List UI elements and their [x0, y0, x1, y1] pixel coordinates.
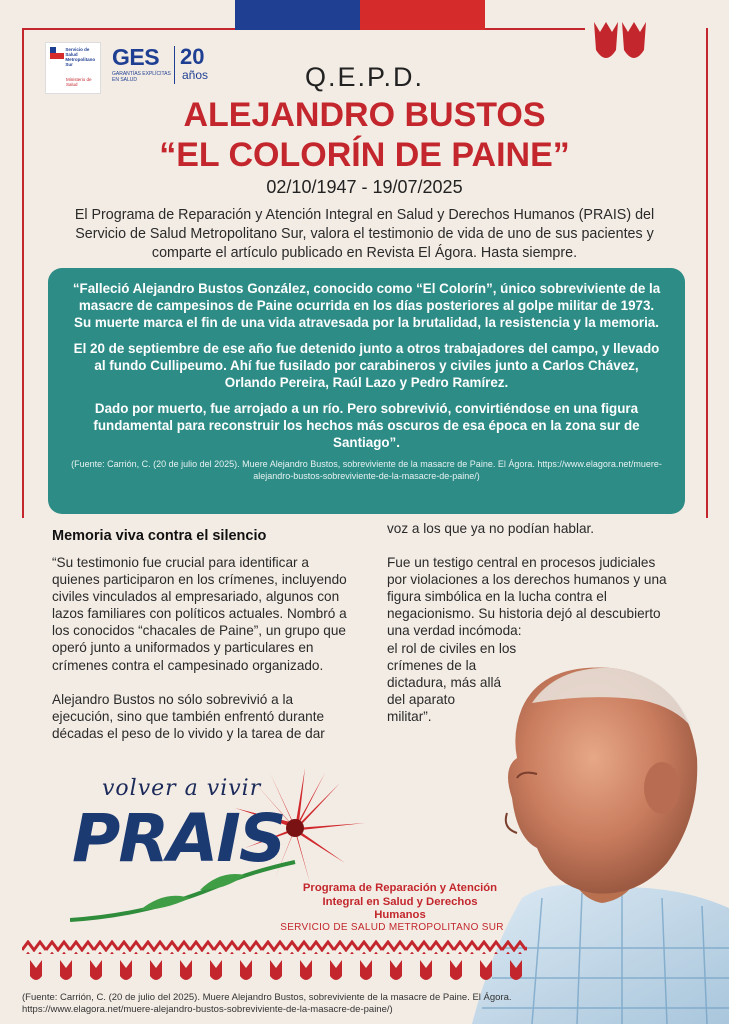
chile-flag-icon	[50, 47, 63, 59]
decorative-pattern	[22, 940, 527, 988]
qepd-heading: Q.E.P.D.	[304, 62, 425, 92]
quote-box	[48, 268, 685, 514]
article-left-column	[52, 528, 357, 759]
life-dates: 02/10/1947 - 19/07/2025	[266, 177, 463, 197]
ges-anos: años	[182, 68, 209, 82]
article-left-paragraph-2: Alejandro Bustos no sólo sobrevivió a la ejecución, sino que también enfrentó durante décadas el peso de lo vivido y la tarea de dar	[52, 691, 325, 741]
ministerio-line: Salud	[65, 52, 78, 57]
article-left-paragraph-1: “Su testimonio fue crucial para identificar a quienes participaron en los crímenes, incluyendo civiles vinculados al empresariado, algunos con lazos familiares con políticos actuales. Nombró a los conocidos “chacales de Paine”, un grupo que operó junto a uniformados y particulares en crímenes contra el campesinado organizado.	[52, 555, 347, 673]
article-line: crímenes de la	[387, 657, 477, 673]
flag-bar-red	[360, 0, 485, 30]
quote-paragraph-1: “Falleció Alejandro Bustos González, conocido como “El Colorín”, único sobreviviente de la masacre de campesinos de Paine ocurrida en los días posteriores al golpe militar de 1973. Su muerte marca el fin de una vida atravesada por la brutalidad, la resistencia y la memoria.	[72, 281, 661, 330]
article-line: una verdad incómoda:	[387, 623, 522, 639]
deceased-nickname: “EL COLORÍN DE PAINE”	[159, 136, 570, 174]
ministerio-line: Servicio de	[65, 47, 90, 52]
footer-source: (Fuente: Carrión, C. (20 de julio del 2025). Muere Alejandro Bustos, sobreviviente de la masacre de Paine. El Ágora. https://www.elagora.net/muere-alejandro-bustos-sobreviviente-de-la-masacre-de-paine/)	[22, 992, 512, 1015]
ministerio-footer: Ministerio de Salud	[66, 77, 92, 87]
article-heading: Memoria viva contra el silencio	[52, 528, 267, 544]
article-line: del aparato	[387, 691, 456, 707]
article-line: militar”.	[387, 708, 432, 724]
tulip-icon	[590, 10, 650, 70]
article-line: Fue un testigo central en procesos judiciales	[387, 555, 656, 571]
article-line: el rol de civiles en los	[387, 640, 517, 656]
frame-top-right-line	[485, 28, 585, 30]
flag-bar	[235, 0, 485, 30]
frame-top-left-line	[22, 28, 235, 30]
article-line: dictadura, más allá	[387, 674, 502, 690]
ges-subtitle: GARANTÍAS EXPLÍCITAS EN SALUD	[112, 71, 171, 83]
ges-years: 20	[180, 44, 205, 69]
flag-bar-blue	[235, 0, 360, 30]
program-name: Programa de Reparación y Atención Integral en Salud y Derechos Humanos	[302, 882, 498, 921]
ges-mark: GES	[112, 44, 160, 70]
deceased-name: ALEJANDRO BUSTOS	[183, 96, 546, 134]
article-line: negacionismo. Su historia dejó al descubierto	[387, 606, 661, 622]
quote-source: (Fuente: Carrión, C. (20 de julio del 2025). Muere Alejandro Bustos, sobreviviente de la masacre de Paine. El Ágora. https://www.elagora.net/muere-alejandro-bustos-sobreviviente-de-la-masacre-de-paine/)	[71, 459, 662, 481]
service-name: SERVICIO DE SALUD METROPOLITANO SUR	[280, 922, 504, 933]
article-line: figura simbólica en la lucha contra el	[387, 589, 607, 605]
brand-tagline: volver a vivir	[102, 776, 262, 801]
prais-logo-text: PRAIS	[72, 800, 285, 877]
ministerio-line: Sur	[65, 62, 73, 67]
quote-paragraph-3: Dado por muerto, fue arrojado a un río. Pero sobrevivió, convirtiéndose en una figura fundamental para reconstruir los hechos más oscuros de esa época en la zona sur de Santiago”.	[93, 401, 640, 450]
article-right-paragraph-1: voz a los que ya no podían hablar.	[387, 521, 595, 536]
intro-paragraph: El Programa de Reparación y Atención Integral en Salud y Derechos Humanos (PRAIS) del Servicio de Salud Metropolitano Sur, valora el testimonio de vida de uno de sus pacientes y comparte el artículo publicado en Revista El Ágora. Hasta siempre.	[74, 207, 655, 261]
article-line: por violaciones a los derechos humanos y una	[387, 572, 667, 588]
quote-paragraph-2: El 20 de septiembre de ese año fue detenido junto a otros trabajadores del campo, y llevado al fundo Cullipeumo. Ahí fue fusilado por carabineros y civiles junto a Carlos Chávez, Orlando Pereira, Raúl Lazo y Pedro Ramírez.	[73, 341, 660, 390]
ministerio-line: Metropolitano	[65, 57, 96, 62]
